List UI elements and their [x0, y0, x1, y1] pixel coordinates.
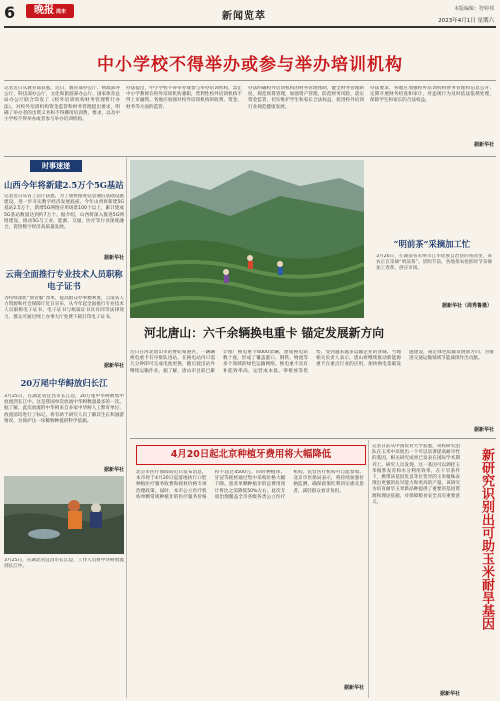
- sidebar-photo: [4, 476, 124, 554]
- lead-rule: [4, 156, 496, 157]
- lead-column-2: 办法提出，中小学校不得举办或参与举办培训机构，禁止中小学教师在校外培训机构兼职，营利性校外培训机构不得上市融资。各地应加强对校外培训机构的收费、资金、财务等方面的监管。: [126, 86, 242, 110]
- issue-date: 2023年4月1日 星期六: [438, 18, 494, 24]
- page-number: 6: [4, 3, 16, 22]
- sidebar-item-1-body: 记者近日从省工信厅获悉，为了加快推进信息通信基础设施建设，进一步夯实数字经济发展底座，今年山西将新建5G基站2.5万个，新增5G网络应用场景100个以上，累计建成5G基站数量达到约7万个。据介绍，山西将深入推进5G网络建设，推动5G与工业、能源、交通、医疗等行业深度融合，促进数字经济高质量发展。: [4, 194, 124, 231]
- main-headline: 中小学校不得举办或参与举办培训机构: [97, 55, 403, 75]
- dental-headline: 4月20日起北京种植牙费用将大幅降低: [170, 449, 332, 460]
- headline-rule: [4, 80, 496, 81]
- lead-column-3: 办法明确校外培训机构的财务管理体制，健全财务管理制度，规范预算管理，加强资产管理，防范财务风险，落实资金监管，切实维护学生和家长合法权益，促进校外培训行业规范健康发展。: [248, 86, 364, 110]
- sidebar-item-2-title: 云南全面推行专业技术人员职称电子证书: [5, 269, 123, 291]
- newspaper-logo: [26, 4, 74, 18]
- dental-source: 据新华社: [343, 685, 364, 691]
- sidebar-item-1-source: 据新华社: [103, 255, 124, 261]
- sidebar-item-3-body: 3月25日，在湖北省宜昌市长江边，20万尾中华鲟被集中放流到长江中。这是我国单次放流中华鲟数量最多的一次。据了解，此次放流的中华鲟来自多家中华鲟人工繁育单位，放流前均进行了标记，将有助于研究人员了解其生长和洄游情况，为保护这一珍稀物种提供科学依据。: [4, 394, 124, 424]
- logo-sub: 周末: [55, 9, 66, 15]
- sidebar-item-2-source: 据新华社: [103, 363, 124, 369]
- tea-photo-credit: 据新华社（周秀鲁摄）: [441, 303, 492, 309]
- lead-column-1: 记者近日从教育部获悉，近日，教育部办公厅、财政部办公厅、科技部办公厅、文化和旅游部办公厅、国家体育总局办公厅联合印发了《校外培训机构财务管理暂行办法》，对校外培训机构资金监管和财务管理提出要求，明确了举办者的出资义务和不得挪用培训费，要求，以及中小学校不得举办或者参与举办培训机构。: [4, 86, 120, 123]
- maize-body: 记者日前从中国农业大学获悉，该校研究团队在玉米中识别出一个可以显著提高耐旱性的基因，相关研究成果已发表在国际学术期刊上。研究人员发现，这一基因可以调控玉米根系发育和水分利用效率，在干旱条件下，携带该基因优良等位变异的玉米植株表现出更强的抗旱能力和更高的产量。该研究为培育耐旱玉米新品种提供了重要的基因资源和理论依据，对保障粮食安全具有重要意义。: [372, 444, 460, 505]
- tea-caption-body: 3月26日，在湖南省永州市江华瑶族自治县的茶园里，茶农正在采摘“明前茶”。清明节前，各地茶农抢抓时节采摘加工春茶，供应市场。: [376, 254, 492, 272]
- maize-source: 据新华社: [439, 691, 460, 697]
- sidebar-photo-caption: 3月25日，在湖北省宜昌市长江边，工作人员将中华鲟放流到长江中。: [4, 558, 124, 570]
- lead-column-4: 办法要求，各地应加强校外培训机构财务管理和信息公开，定期开展财务检查和审计，对违规行为及时依法依规处理，保障学生和家长的合法权益。: [370, 86, 494, 104]
- sidebar-label: [30, 160, 82, 172]
- sidebar-item-1-title: 山西今年将新建2.5万个5G基站: [4, 180, 124, 190]
- tea-photo: [130, 160, 364, 318]
- right-column-divider: [368, 440, 369, 698]
- tangshan-headline: 河北唐山：六千余辆换电重卡 锚定发展新方向: [144, 326, 385, 340]
- dental-headline-box: [136, 445, 366, 465]
- sidebar-item-3-title: 20万尾中华鲟放归长江: [20, 378, 108, 388]
- dental-body: 北京市医疗保障局近日发布消息，本市将于4月20日起落地执行口腔种植医疗服务收费和耗材价格专项治理政策。届时，本市公立医疗机构单颗常规种植牙的医疗服务价格将不超过4500元，同时种植体、牙冠等耗材通过集中采购价格大幅下降。患者单颗种植牙的总费用预计将比之前降低50%左右。此次专项治理覆盖全市各级各类公立医疗机构，民营医疗机构可自愿参加。北京市医保局表示，将持续加强价格监测，确保政策红利切实惠及患者，减轻群众看牙负担。: [136, 470, 364, 500]
- maize-headline: 新研究识别出可助玉米耐旱基因: [479, 448, 494, 630]
- tea-garden-image: [130, 160, 364, 318]
- tea-caption-title: “明前茶”采摘加工忙: [393, 239, 471, 249]
- tangshan-body: 近日在河北唐山市的曹妃甸港区，一辆辆换电重卡有序排队进站，在换电站内只需几分钟即可完成电池更换，随后驶出站外继续运输作业。据了解，唐山市目前已累计推广换电重卡6000余辆，建成换电站数十座，形成了覆盖港口、钢铁、物流等多个领域的绿色运输网络。换电重卡具有补能效率高、运营成本低、零排放等优势，受到越来越多运输企业的青睐。当地相关负责人表示，唐山将继续推动新能源重卡在重点行业的应用，加快换电基础设施建设，锚定绿色低碳发展新方向，为推进交通运输领域节能减排作出贡献。: [130, 350, 494, 374]
- sidebar-label-text: 时事速递: [42, 162, 70, 170]
- editor-credit: 本版编辑：符婷邦: [453, 6, 494, 12]
- lead-source: 据新华社: [473, 142, 494, 148]
- sidebar-divider: [126, 158, 127, 698]
- masthead-rule: [4, 26, 496, 28]
- river-scene-image: [4, 476, 124, 554]
- tangshan-rule: [130, 438, 496, 439]
- section-title: 新闻览萃: [222, 11, 266, 22]
- sidebar-item-3-source: 据新华社: [103, 467, 124, 473]
- sidebar-item-2-body: 为持续深化“放管服”改革，提高群众办事便利度，云南省人力资源和社会保障厅近日宣布，从今年起全面推行专业技术人员职称电子证书，电子证书与纸质证书具有同等法律效力。群众可通过网上办事大厅免费下载打印电子证书。: [4, 296, 124, 320]
- logo-text: 晚报: [33, 5, 54, 16]
- tangshan-source: 据新华社: [473, 427, 494, 433]
